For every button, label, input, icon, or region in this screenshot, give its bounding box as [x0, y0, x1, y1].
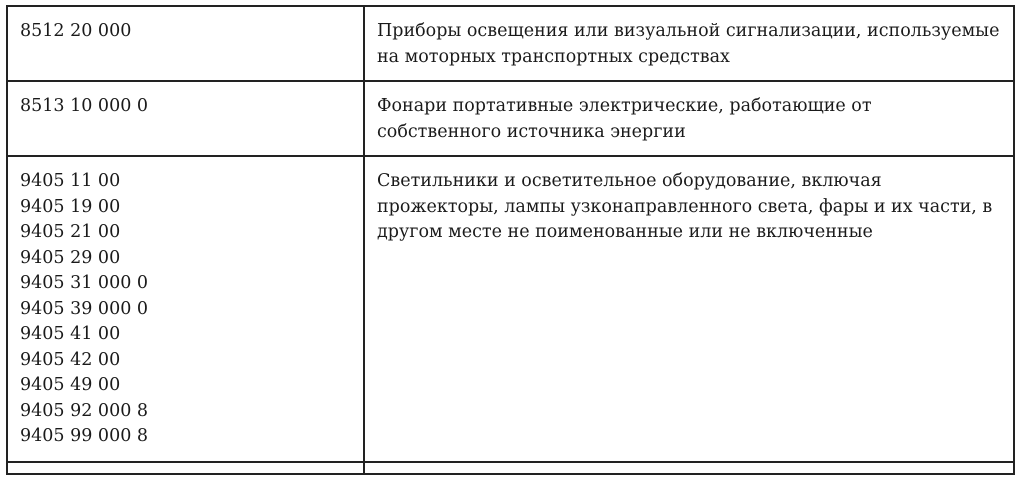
code-value: 9405 21 00: [20, 222, 121, 242]
code-value: 8513 10 000 0: [20, 96, 149, 116]
code-value: 9405 49 00: [20, 375, 121, 395]
description-cell: [364, 81, 1014, 156]
code-value: 9405 39 000 0: [20, 298, 149, 319]
code-value: 9405 42 00: [20, 349, 121, 370]
code-value: 8512 20 000: [20, 21, 132, 41]
code-value: 9405 29 00: [20, 247, 121, 268]
table-row: [7, 156, 1014, 462]
table-row: [7, 6, 1014, 81]
description-cell: [364, 156, 1014, 462]
description-cell: [364, 462, 1014, 474]
code-value: 9405 92 000 8: [20, 400, 149, 421]
code-value: 9405 31 000 0: [20, 273, 149, 293]
code-cell: [7, 6, 364, 81]
description-text: Фонари портативные электрические, работающие от собственного источника энергии: [377, 96, 872, 142]
code-cell: [7, 156, 364, 462]
table-row-partial: [7, 462, 1014, 474]
description-cell: [364, 6, 1014, 81]
code-value: 9405 19 00: [20, 196, 121, 217]
code-value: 9405 99 000 8: [20, 426, 149, 446]
table-row: [7, 81, 1014, 156]
tariff-code-table: [6, 5, 1015, 475]
code-value: 9405 41 00: [20, 324, 121, 344]
description-text: Светильники и осветительное оборудование, включая прожекторы, лампы узконаправленного света, фары и их части, в другом месте не поименованные или не включенные: [377, 171, 993, 242]
code-cell: [7, 81, 364, 156]
code-cell: [7, 462, 364, 474]
code-value: 9405 11 00: [20, 171, 121, 191]
description-text: Приборы освещения или визуальной сигнализации, используемые на моторных транспортных средствах: [377, 21, 1000, 67]
